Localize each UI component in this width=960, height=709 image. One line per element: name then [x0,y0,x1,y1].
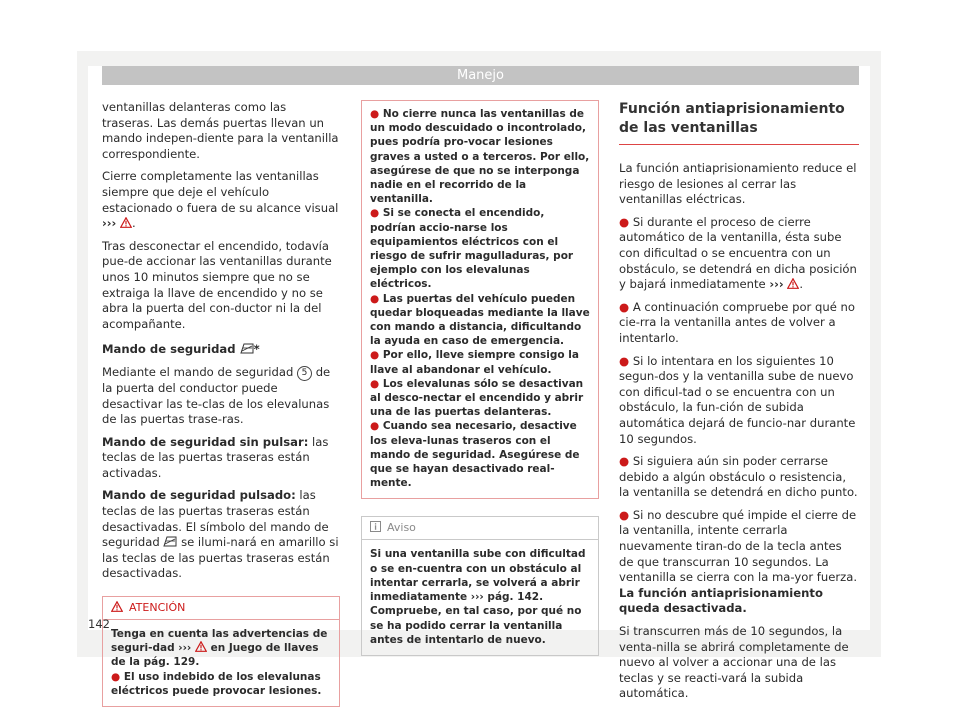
warning-item [370,292,590,349]
bullet-item: ● Si durante el proceso de cierre automático de la ventanilla, ésta sube con dificultad o se encuentra con un obstáculo, se detendrá en dicha posición y bajará inmediatamente ››› . [619,214,857,292]
bullet-icon: ● [370,349,380,362]
aviso-text: Si una ventanilla sube con dificultad o se en-cuentra con un obstáculo al intentar cerrarla, se volverá a abrir inmediatamente [370,548,586,604]
bullet-icon: ● [619,214,630,229]
paragraph-text: se ilumi-nará en amarillo si las teclas de las puertas traseras están desactivadas. [102,535,339,581]
bullet-icon: ● [370,377,380,390]
warning-item [370,206,590,291]
atencion-body [103,620,339,706]
warning-triangle-icon [120,217,132,228]
bold-text: La función antiaprisionamiento queda desactivada. [619,585,823,616]
aviso-title: Aviso [387,521,416,535]
page-header [102,66,859,85]
warning-item-text: Si se conecta el encendido, podrían accio-narse los equipamientos eléctricos con el riesgo de sufrir magulladuras, por ejemplo con los elevalunas eléctricos. [370,207,574,291]
cross-ref-arrows[interactable]: ››› [102,216,117,231]
warning-item-text: Cuando sea necesario, desactive los eleva-lunas traseros con el mando de seguridad. Asegúrese de que se hayan desactivado real-mente. [370,420,580,490]
warning-item [370,348,590,376]
paragraph: ventanillas delanteras como las traseras. Las demás puertas llevan un mando indepen-diente para la ventanilla correspondiente. [102,100,339,161]
warning-item-text: Los elevalunas sólo se desactivan al desco-nectar el encendido y abrir una de las puertas delanteras. [370,377,584,419]
warning-item [370,107,590,206]
atencion-item [111,670,331,698]
subheading-text: Mando de seguridad [102,342,236,357]
bullet-icon: ● [370,420,380,433]
bullet-icon: ● [370,292,380,305]
optional-star: * [253,342,260,357]
paragraph-text: Mediante el mando de seguridad [102,364,294,379]
warning-continued-box [361,100,599,499]
bullet-icon: ● [619,299,630,314]
bullet-icon: ● [619,454,630,469]
callout-number: 5 [297,366,312,381]
aviso-header [362,517,598,540]
atencion-box [102,596,340,707]
paragraph [102,488,340,582]
atencion-text-part: en Juego de llaves de la pág. 129. [111,642,319,669]
bullet-item [619,508,859,617]
column-left [102,100,340,707]
bold-label: Mando de seguridad pulsado: [102,488,296,503]
cross-ref-arrows[interactable]: ››› [470,591,484,604]
paragraph: Tras desconectar el encendido, todavía pue-de accionar las ventanillas durante unos 10 minutos siempre que no se extraiga la llave de encendido y no se abra la puerta del con-ductor ni la del acompañante. [102,238,332,331]
info-icon [370,521,381,532]
warning-item-text: Las puertas del vehículo pueden quedar bloqueadas mediante la llave con mando a distancia, dificultando la ayuda en caso de emergencia. [370,292,590,348]
warning-item [370,419,590,490]
paragraph: Si transcurren más de 10 segundos, la venta-nilla se abrirá completamente de nuevo al volver a accionar una de las teclas y se reacti-vará la subida automática. [619,624,849,701]
subheading-mando [102,342,340,358]
column-right [619,100,859,709]
bullet-text: Si siguiera aún sin poder cerrarse debido a algún obstáculo o resistencia, la ventanilla se detendrá en dicho punto. [619,454,858,500]
warning-item-text: Por ello, lleve siempre consigo la llave al abandonar el vehículo. [370,349,579,376]
warning-triangle-icon [787,278,799,289]
bullet-item [619,354,859,448]
bullet-text: Si durante el proceso de cierre automático de la ventanilla, ésta sube con dificultad o se encuentra con un obstáculo, se detendrá en dicha posición y bajará inmediatamente [619,214,857,292]
atencion-text [111,627,331,670]
bullet-text: A continuación compruebe por qué no cie-rra la ventanilla antes de volver a intentarlo. [619,299,855,345]
paragraph [102,365,340,428]
atencion-title: ATENCIÓN [129,601,186,615]
paragraph [102,435,340,482]
atencion-item-text: El uso indebido de los elevalunas eléctricos puede provocar lesiones. [111,670,322,697]
bullet-icon: ● [111,670,121,683]
window-lock-icon [240,343,254,354]
bold-label: Mando de seguridad sin pulsar: [102,434,309,449]
cross-ref-arrows[interactable]: ››› [178,642,192,655]
paragraph-text: las teclas de las puertas traseras están desactivadas. El símbolo del mando de seguridad [102,488,329,550]
section-title: Función antiaprisionamiento de las ventanillas [619,100,859,145]
bullet-icon: ● [619,507,630,522]
paragraph-text: Cierre completamente las ventanillas siempre que deje el vehículo estacionado o fuera de su alcance visual [102,169,339,215]
cross-ref-arrows[interactable]: ››› [769,277,784,292]
warning-triangle-icon [111,601,123,612]
aviso-body [362,540,598,654]
bullet-text: Si no descubre qué impide el cierre de la ventanilla, intente cerrarla nuevamente tiran-do de la tecla antes de que transcurran 10 segundos. La ventanilla se cierra con la ma-yor fuerza. [619,507,857,585]
bullet-icon: ● [619,353,630,368]
atencion-header [103,597,339,620]
paragraph: La función antiaprisionamiento reduce el riesgo de lesiones al cerrar las ventanillas eléctricas. [619,161,857,207]
bullet-text: Si lo intentara en los siguientes 10 segun-dos y la ventanilla sube de nuevo con dificul-tad o se encuentra con un obstáculo, la fun-ción de subida automática dejará de funcio-nar durante 10 segundos. [619,353,856,446]
bullet-icon: ● [370,108,380,120]
warning-triangle-icon [195,641,207,652]
bullet-item [619,300,859,347]
paragraph-text: las teclas de las puertas traseras están activadas. [102,434,329,480]
bullet-item [619,454,859,501]
bullet-icon: ● [370,207,380,220]
window-lock-icon [163,536,177,547]
page-number: 142 [88,617,110,631]
page-ref-link[interactable]: pág. 142 [487,591,540,604]
warning-item-text: No cierre nunca las ventanillas de un modo descuidado o incontrolado, pues podría pro-vocar lesiones graves a usted o a terceros. Por ello, asegúrese de que no se interponga nadie en el recorrido de la ventanilla. [370,108,590,206]
aviso-text: . Compruebe, en tal caso, por qué no se ha podido cerrar la ventanilla antes de intentarlo de nuevo. [370,591,582,646]
warning-list [362,101,598,498]
warning-item [370,377,590,420]
paragraph-text: de la puerta del conductor puede desactivar las te-clas de los elevalunas de las puertas trase-ras. [102,364,331,427]
header-title: Manejo [457,68,504,83]
column-middle [361,100,599,656]
atencion-text-part: Tenga en cuenta las advertencias de seguri-dad [111,628,328,655]
aviso-box [361,516,599,655]
paragraph: Cierre completamente las ventanillas siempre que deje el vehículo estacionado o fuera de su alcance visual ››› . [102,169,339,231]
